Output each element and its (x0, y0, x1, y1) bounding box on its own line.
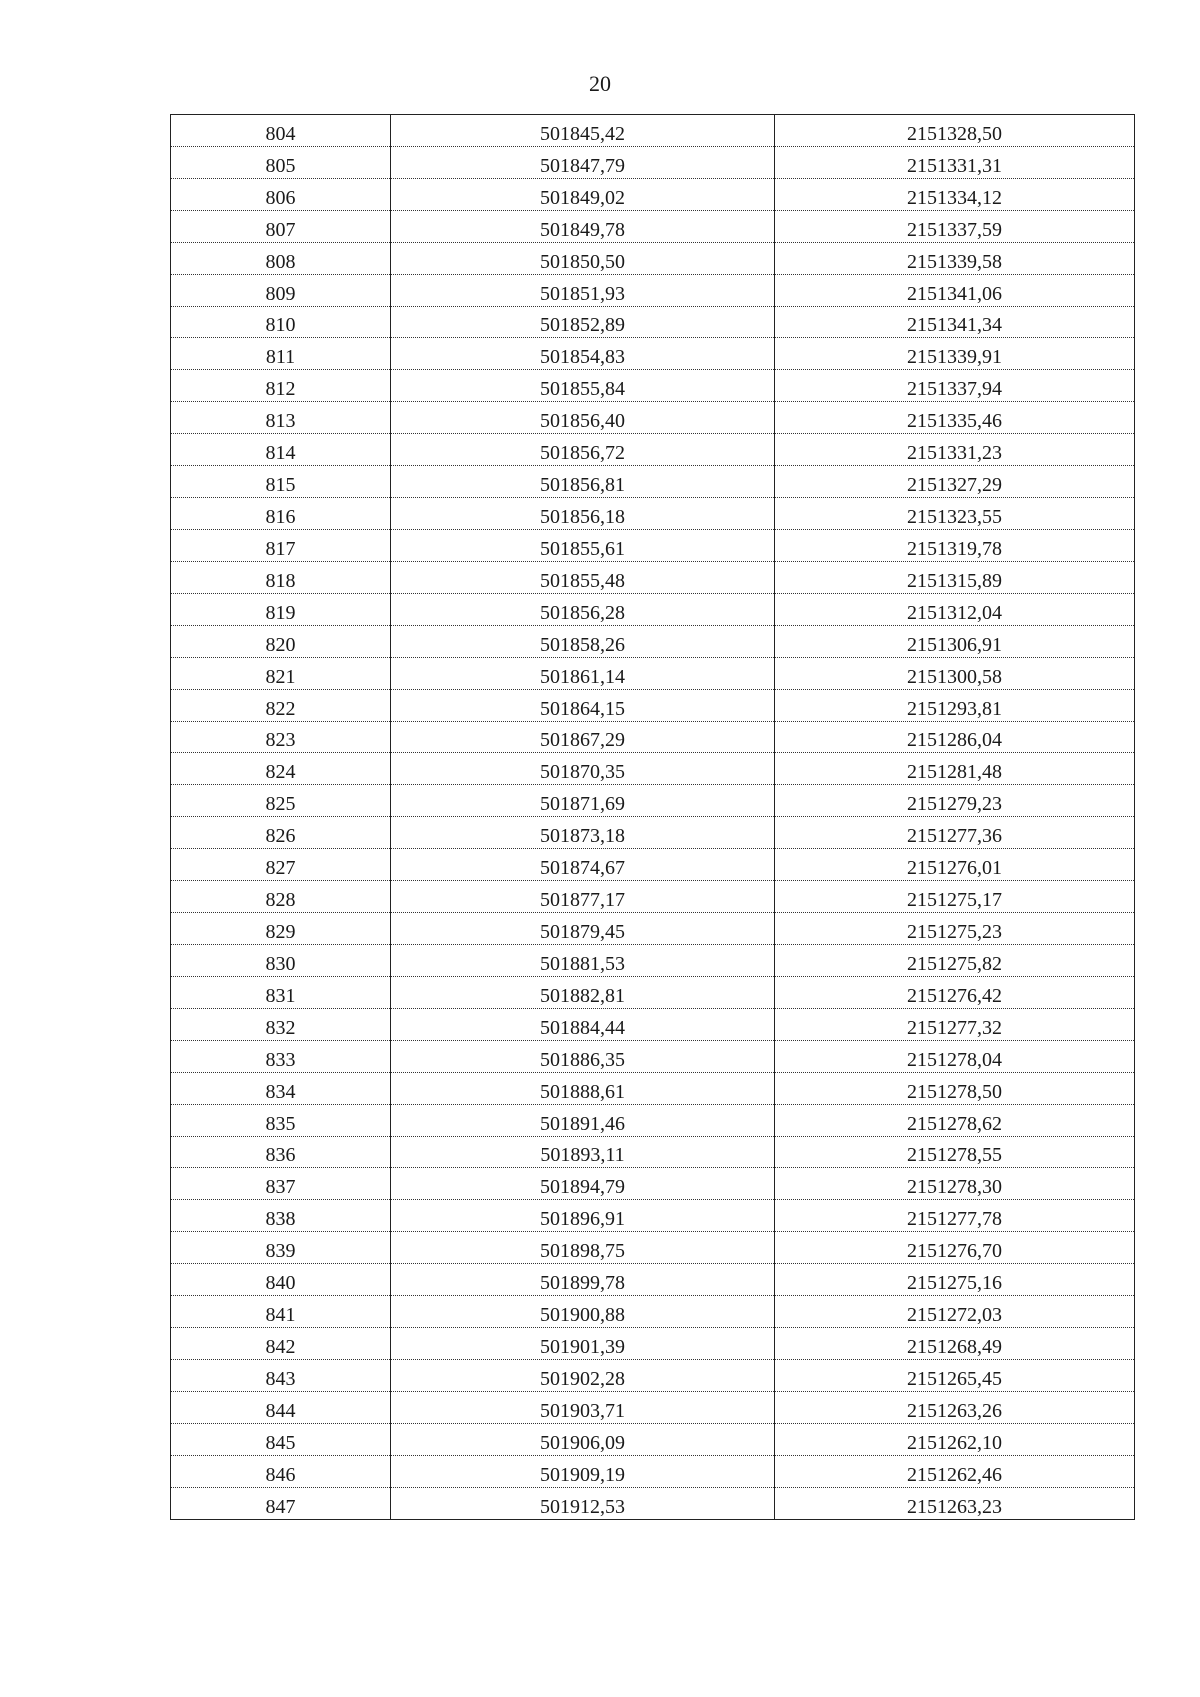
y-coordinate-cell: 2151278,62 (775, 1104, 1135, 1136)
table-row (171, 306, 1135, 338)
x-coordinate-cell: 501856,18 (391, 498, 775, 530)
x-coordinate-cell: 501888,61 (391, 1072, 775, 1104)
y-coordinate-cell: 2151335,46 (775, 402, 1135, 434)
table-row (171, 721, 1135, 753)
x-coordinate-cell: 501856,40 (391, 402, 775, 434)
point-number-cell: 833 (171, 1040, 391, 1072)
x-coordinate-cell: 501847,79 (391, 146, 775, 178)
table-row (171, 1168, 1135, 1200)
table-row (171, 1200, 1135, 1232)
point-number-cell: 815 (171, 466, 391, 498)
point-number-cell: 844 (171, 1391, 391, 1423)
y-coordinate-cell: 2151312,04 (775, 593, 1135, 625)
y-coordinate-cell: 2151331,23 (775, 434, 1135, 466)
table-row (171, 561, 1135, 593)
table-row (171, 1328, 1135, 1360)
table-row (171, 1104, 1135, 1136)
table-row (171, 370, 1135, 402)
point-number-cell: 811 (171, 338, 391, 370)
x-coordinate-cell: 501870,35 (391, 753, 775, 785)
y-coordinate-cell: 2151279,23 (775, 785, 1135, 817)
y-coordinate-cell: 2151275,17 (775, 881, 1135, 913)
y-coordinate-cell: 2151278,55 (775, 1136, 1135, 1168)
table-row (171, 657, 1135, 689)
y-coordinate-cell: 2151341,06 (775, 274, 1135, 306)
table-row (171, 1423, 1135, 1455)
table-row (171, 1487, 1135, 1519)
table-row (171, 1391, 1135, 1423)
table-row (171, 274, 1135, 306)
point-number-cell: 804 (171, 115, 391, 147)
table-row (171, 689, 1135, 721)
point-number-cell: 828 (171, 881, 391, 913)
point-number-cell: 819 (171, 593, 391, 625)
coordinates-table-body (171, 115, 1135, 1520)
y-coordinate-cell: 2151286,04 (775, 721, 1135, 753)
table-row (171, 913, 1135, 945)
table-row (171, 498, 1135, 530)
y-coordinate-cell: 2151263,26 (775, 1391, 1135, 1423)
table-row (171, 1232, 1135, 1264)
y-coordinate-cell: 2151341,34 (775, 306, 1135, 338)
y-coordinate-cell: 2151263,23 (775, 1487, 1135, 1519)
point-number-cell: 832 (171, 1008, 391, 1040)
x-coordinate-cell: 501856,81 (391, 466, 775, 498)
x-coordinate-cell: 501877,17 (391, 881, 775, 913)
y-coordinate-cell: 2151277,78 (775, 1200, 1135, 1232)
table-row (171, 466, 1135, 498)
point-number-cell: 822 (171, 689, 391, 721)
point-number-cell: 847 (171, 1487, 391, 1519)
x-coordinate-cell: 501874,67 (391, 849, 775, 881)
y-coordinate-cell: 2151327,29 (775, 466, 1135, 498)
point-number-cell: 846 (171, 1455, 391, 1487)
point-number-cell: 813 (171, 402, 391, 434)
y-coordinate-cell: 2151275,82 (775, 944, 1135, 976)
point-number-cell: 818 (171, 561, 391, 593)
table-row (171, 785, 1135, 817)
x-coordinate-cell: 501849,02 (391, 178, 775, 210)
y-coordinate-cell: 2151339,91 (775, 338, 1135, 370)
point-number-cell: 843 (171, 1359, 391, 1391)
y-coordinate-cell: 2151331,31 (775, 146, 1135, 178)
x-coordinate-cell: 501854,83 (391, 338, 775, 370)
table-row (171, 1455, 1135, 1487)
y-coordinate-cell: 2151281,48 (775, 753, 1135, 785)
table-row (171, 115, 1135, 147)
x-coordinate-cell: 501850,50 (391, 242, 775, 274)
table-row (171, 434, 1135, 466)
table-row (171, 178, 1135, 210)
point-number-cell: 817 (171, 529, 391, 561)
table-row (171, 944, 1135, 976)
x-coordinate-cell: 501902,28 (391, 1359, 775, 1391)
x-coordinate-cell: 501856,72 (391, 434, 775, 466)
y-coordinate-cell: 2151319,78 (775, 529, 1135, 561)
table-row (171, 210, 1135, 242)
coordinates-table (170, 114, 1135, 1520)
x-coordinate-cell: 501882,81 (391, 976, 775, 1008)
point-number-cell: 821 (171, 657, 391, 689)
point-number-cell: 830 (171, 944, 391, 976)
x-coordinate-cell: 501851,93 (391, 274, 775, 306)
x-coordinate-cell: 501906,09 (391, 1423, 775, 1455)
y-coordinate-cell: 2151337,94 (775, 370, 1135, 402)
table-row (171, 1264, 1135, 1296)
x-coordinate-cell: 501845,42 (391, 115, 775, 147)
point-number-cell: 824 (171, 753, 391, 785)
point-number-cell: 820 (171, 625, 391, 657)
x-coordinate-cell: 501861,14 (391, 657, 775, 689)
y-coordinate-cell: 2151276,42 (775, 976, 1135, 1008)
y-coordinate-cell: 2151300,58 (775, 657, 1135, 689)
point-number-cell: 840 (171, 1264, 391, 1296)
x-coordinate-cell: 501912,53 (391, 1487, 775, 1519)
table-row (171, 1040, 1135, 1072)
point-number-cell: 827 (171, 849, 391, 881)
point-number-cell: 809 (171, 274, 391, 306)
y-coordinate-cell: 2151262,10 (775, 1423, 1135, 1455)
point-number-cell: 835 (171, 1104, 391, 1136)
y-coordinate-cell: 2151339,58 (775, 242, 1135, 274)
x-coordinate-cell: 501856,28 (391, 593, 775, 625)
x-coordinate-cell: 501903,71 (391, 1391, 775, 1423)
point-number-cell: 810 (171, 306, 391, 338)
table-row (171, 817, 1135, 849)
y-coordinate-cell: 2151315,89 (775, 561, 1135, 593)
point-number-cell: 845 (171, 1423, 391, 1455)
point-number-cell: 839 (171, 1232, 391, 1264)
x-coordinate-cell: 501855,61 (391, 529, 775, 561)
y-coordinate-cell: 2151278,04 (775, 1040, 1135, 1072)
x-coordinate-cell: 501899,78 (391, 1264, 775, 1296)
x-coordinate-cell: 501891,46 (391, 1104, 775, 1136)
table-row (171, 976, 1135, 1008)
y-coordinate-cell: 2151276,01 (775, 849, 1135, 881)
point-number-cell: 805 (171, 146, 391, 178)
x-coordinate-cell: 501884,44 (391, 1008, 775, 1040)
x-coordinate-cell: 501852,89 (391, 306, 775, 338)
y-coordinate-cell: 2151278,50 (775, 1072, 1135, 1104)
point-number-cell: 812 (171, 370, 391, 402)
y-coordinate-cell: 2151277,32 (775, 1008, 1135, 1040)
point-number-cell: 841 (171, 1296, 391, 1328)
x-coordinate-cell: 501879,45 (391, 913, 775, 945)
x-coordinate-cell: 501896,91 (391, 1200, 775, 1232)
point-number-cell: 834 (171, 1072, 391, 1104)
y-coordinate-cell: 2151272,03 (775, 1296, 1135, 1328)
x-coordinate-cell: 501867,29 (391, 721, 775, 753)
y-coordinate-cell: 2151268,49 (775, 1328, 1135, 1360)
y-coordinate-cell: 2151328,50 (775, 115, 1135, 147)
page-number: 20 (589, 71, 611, 96)
point-number-cell: 837 (171, 1168, 391, 1200)
x-coordinate-cell: 501881,53 (391, 944, 775, 976)
x-coordinate-cell: 501900,88 (391, 1296, 775, 1328)
table-row (171, 881, 1135, 913)
x-coordinate-cell: 501893,11 (391, 1136, 775, 1168)
y-coordinate-cell: 2151337,59 (775, 210, 1135, 242)
table-row (171, 849, 1135, 881)
table-row (171, 402, 1135, 434)
y-coordinate-cell: 2151334,12 (775, 178, 1135, 210)
x-coordinate-cell: 501858,26 (391, 625, 775, 657)
y-coordinate-cell: 2151262,46 (775, 1455, 1135, 1487)
y-coordinate-cell: 2151277,36 (775, 817, 1135, 849)
table-row (171, 1008, 1135, 1040)
table-row (171, 625, 1135, 657)
x-coordinate-cell: 501901,39 (391, 1328, 775, 1360)
point-number-cell: 807 (171, 210, 391, 242)
point-number-cell: 826 (171, 817, 391, 849)
point-number-cell: 816 (171, 498, 391, 530)
x-coordinate-cell: 501849,78 (391, 210, 775, 242)
table-row (171, 529, 1135, 561)
table-row (171, 242, 1135, 274)
y-coordinate-cell: 2151275,16 (775, 1264, 1135, 1296)
x-coordinate-cell: 501873,18 (391, 817, 775, 849)
table-row (171, 593, 1135, 625)
point-number-cell: 808 (171, 242, 391, 274)
point-number-cell: 836 (171, 1136, 391, 1168)
point-number-cell: 814 (171, 434, 391, 466)
point-number-cell: 831 (171, 976, 391, 1008)
point-number-cell: 838 (171, 1200, 391, 1232)
point-number-cell: 823 (171, 721, 391, 753)
y-coordinate-cell: 2151306,91 (775, 625, 1135, 657)
y-coordinate-cell: 2151275,23 (775, 913, 1135, 945)
y-coordinate-cell: 2151276,70 (775, 1232, 1135, 1264)
y-coordinate-cell: 2151265,45 (775, 1359, 1135, 1391)
x-coordinate-cell: 501871,69 (391, 785, 775, 817)
table-row (171, 338, 1135, 370)
point-number-cell: 825 (171, 785, 391, 817)
y-coordinate-cell: 2151293,81 (775, 689, 1135, 721)
point-number-cell: 842 (171, 1328, 391, 1360)
table-row (171, 1359, 1135, 1391)
x-coordinate-cell: 501855,48 (391, 561, 775, 593)
point-number-cell: 806 (171, 178, 391, 210)
y-coordinate-cell: 2151278,30 (775, 1168, 1135, 1200)
x-coordinate-cell: 501898,75 (391, 1232, 775, 1264)
x-coordinate-cell: 501886,35 (391, 1040, 775, 1072)
table-row (171, 1296, 1135, 1328)
point-number-cell: 829 (171, 913, 391, 945)
table-row (171, 146, 1135, 178)
x-coordinate-cell: 501864,15 (391, 689, 775, 721)
table-row (171, 1072, 1135, 1104)
x-coordinate-cell: 501855,84 (391, 370, 775, 402)
y-coordinate-cell: 2151323,55 (775, 498, 1135, 530)
x-coordinate-cell: 501909,19 (391, 1455, 775, 1487)
table-row (171, 753, 1135, 785)
table-row (171, 1136, 1135, 1168)
x-coordinate-cell: 501894,79 (391, 1168, 775, 1200)
